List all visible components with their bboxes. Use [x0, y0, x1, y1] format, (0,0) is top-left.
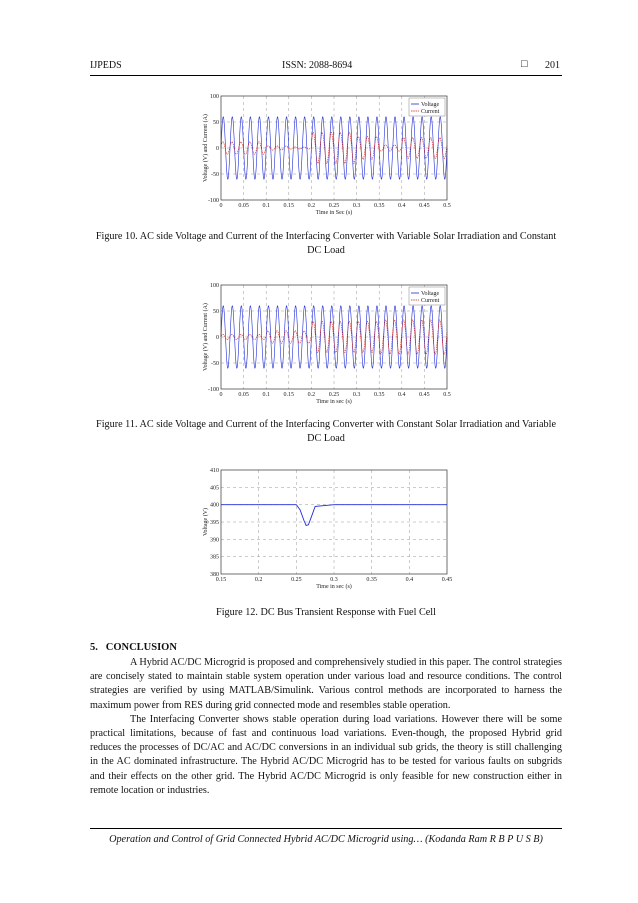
section-heading: 5. CONCLUSION	[90, 642, 177, 653]
x-tick-label: 0.1	[262, 392, 270, 398]
figure-11-caption: Figure 11. AC side Voltage and Current of the Interfacing Converter with Constant Solar Irradiation and Variable DC Load	[96, 419, 556, 444]
y-tick-label: 400	[210, 502, 219, 509]
x-tick-label: 0.5	[443, 392, 451, 398]
y-tick-label: 395	[210, 520, 219, 526]
y-tick-label: 50	[213, 120, 219, 126]
footer-rule	[90, 828, 562, 829]
y-axis-label: Voltage (V) and Current (A)	[203, 303, 209, 371]
x-tick-label: 0.15	[215, 577, 227, 583]
header-rule	[90, 75, 562, 76]
x-axis-label: Time in sec (s)	[316, 584, 352, 590]
y-tick-label: 380	[210, 572, 219, 578]
y-tick-label: 390	[210, 537, 219, 544]
figure-11-chart	[195, 281, 465, 411]
x-tick-label: 0	[219, 203, 223, 209]
x-tick-label: 0.4	[405, 577, 414, 583]
y-tick-label: 385	[210, 554, 219, 561]
legend-label-current: Current	[421, 298, 440, 304]
x-tick-label: 0.45	[419, 203, 430, 209]
square-icon: □	[521, 58, 528, 70]
x-tick-label: 0.05	[238, 203, 249, 209]
x-axis-label: Time in Sec (s)	[315, 210, 353, 216]
y-tick-label: 100	[210, 94, 219, 100]
x-tick-label: 0.35	[373, 392, 385, 398]
x-tick-label: 0.35	[373, 203, 385, 209]
page-number: 201	[545, 60, 560, 71]
x-tick-label: 0.2	[307, 203, 316, 209]
y-tick-label: -50	[211, 361, 219, 367]
x-tick-label: 0.2	[307, 392, 316, 398]
x-axis-label: Time in sec (s)	[316, 399, 352, 405]
y-tick-label: 50	[213, 309, 219, 315]
conclusion-paragraph-2: The Interfacing Converter shows stable operation during load variations. However there will be some practical limitations, because of fast and continuous load variations. Even-though, the proposed Hybrid grid reduces the processes of DC/AC and AC/DC conversions in an individual sub grids, the theory is still challenging in the AC dominated infrastructure. The Hybrid AC/DC Microgrid has to be tested for various faults on subgrids and their effects on the other grid. The Hybrid AC/DC Microgrid is only feasible for new construction either in remote location or industries.	[90, 713, 562, 796]
x-tick-label: 0.25	[291, 577, 302, 583]
conclusion-paragraph-1: A Hybrid AC/DC Microgrid is proposed and comprehensively studied in this paper. The control strategies are concisely stated to maintain stable system operation under various load and resource conditions. The control strategies are verified by using MATLAB/Simulink. Various control methods are incorporated to harness the maximum power from RES during grid connected mode and resembles stable operation.	[90, 657, 562, 711]
x-tick-label: 0.3	[352, 203, 361, 209]
figure-10	[195, 92, 465, 222]
x-tick-label: 0.25	[328, 203, 340, 209]
legend-label-voltage: Voltage	[421, 291, 440, 297]
legend-label-voltage: Voltage	[421, 102, 440, 108]
legend	[409, 287, 445, 305]
y-tick-label: 100	[210, 283, 219, 289]
y-axis-label: Voltage (V)	[203, 507, 209, 537]
x-tick-label: 0.45	[441, 577, 453, 583]
x-tick-label: 0.3	[330, 577, 338, 583]
x-tick-label: 0.15	[283, 203, 295, 209]
figure-11	[195, 281, 465, 411]
x-tick-label: 0	[219, 392, 223, 398]
x-tick-label: 0.4	[398, 203, 406, 209]
figure-12	[195, 466, 465, 596]
x-tick-label: 0.2	[254, 577, 263, 583]
x-tick-label: 0.15	[283, 392, 295, 398]
issn: ISSN: 2088-8694	[282, 60, 353, 71]
figure-12-caption: Figure 12. DC Bus Transient Response with Fuel Cell	[216, 607, 436, 618]
y-tick-label: 0	[216, 335, 219, 341]
figure-10-caption: Figure 10. AC side Voltage and Current of the Interfacing Converter with Variable Solar Irradiation and Constant DC Load	[95, 231, 557, 256]
y-axis-label: Voltage (V) and Current (A)	[203, 114, 209, 182]
x-tick-label: 0.4	[398, 392, 406, 398]
conclusion-body	[90, 656, 562, 798]
y-tick-label: 405	[210, 485, 219, 492]
y-tick-label: -100	[208, 387, 219, 393]
y-tick-label: -100	[208, 198, 219, 204]
x-tick-label: 0.35	[366, 577, 377, 583]
x-tick-label: 0.1	[262, 203, 270, 209]
footer-text: Operation and Control of Grid Connected Hybrid AC/DC Microgrid using… (Kodanda Ram R B P U S B)	[109, 834, 543, 845]
x-tick-label: 0.3	[352, 392, 361, 398]
x-tick-label: 0.45	[419, 392, 430, 398]
x-tick-label: 0.5	[443, 203, 451, 209]
x-tick-label: 0.25	[328, 392, 340, 398]
x-tick-label: 0.05	[238, 392, 249, 398]
journal-name: IJPEDS	[90, 60, 122, 71]
figure-10-chart	[195, 92, 465, 222]
y-tick-label: -50	[211, 172, 219, 178]
legend-label-current: Current	[421, 109, 440, 115]
y-tick-label: 0	[216, 146, 219, 152]
y-tick-label: 410	[210, 468, 219, 474]
figure-12-chart	[195, 466, 465, 596]
legend	[409, 98, 445, 116]
